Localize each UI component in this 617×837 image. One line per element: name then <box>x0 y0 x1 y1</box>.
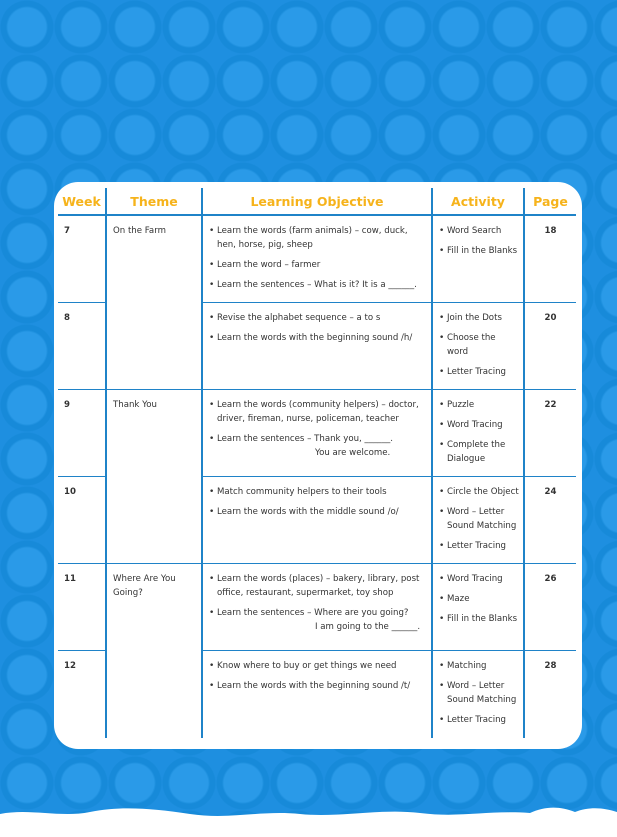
header-theme: Theme <box>106 188 202 215</box>
activity-item: • Choose the word <box>439 331 519 359</box>
objective-item: • Learn the sentences – What is it? It is a ______. <box>209 278 427 292</box>
activity-item: • Circle the Object <box>439 485 519 499</box>
objective-item: • Learn the words (places) – bakery, library, post office, restaurant, supermarket, toy shop <box>209 572 427 600</box>
week-number: 12 <box>64 661 76 671</box>
objective-text: Learn the sentences – Where are you going? <box>217 608 409 618</box>
theme-label: On the Farm <box>113 226 166 236</box>
activity-item: • Word – Letter Sound Matching <box>439 679 519 707</box>
page-number: 22 <box>524 390 576 477</box>
activity-item: • Letter Tracing <box>439 713 519 727</box>
theme-label: Thank You <box>113 400 157 410</box>
activity-item: • Complete the Dialogue <box>439 438 519 466</box>
theme-cell <box>106 215 202 390</box>
activity-item: • Fill in the Blanks <box>439 612 519 626</box>
activity-item: • Matching <box>439 659 519 673</box>
objective-text-line2: You are welcome. <box>315 448 391 458</box>
activity-item: • Word Tracing <box>439 418 519 432</box>
week-number: 10 <box>58 477 106 564</box>
week-number: 11 <box>58 564 106 651</box>
activity-item: • Puzzle <box>439 398 519 412</box>
page-number: 24 <box>524 477 576 564</box>
curriculum-card <box>54 182 582 749</box>
objective-cell <box>202 477 432 564</box>
curriculum-table <box>58 188 576 738</box>
theme-label: Where Are You Going? <box>113 574 176 598</box>
objective-cell <box>202 215 432 303</box>
objective-item: • Learn the words (community helpers) – doctor, driver, fireman, nurse, policeman, teacher <box>209 398 427 426</box>
activity-cell <box>432 303 524 390</box>
activity-item: • Letter Tracing <box>439 539 519 553</box>
bottom-wave-decoration <box>0 800 617 837</box>
objective-cell <box>202 564 432 651</box>
objective-item: • Match community helpers to their tools <box>209 485 427 499</box>
objective-item: • Learn the words with the beginning sound /h/ <box>209 331 427 345</box>
table-row <box>58 564 576 651</box>
page-number: 26 <box>524 564 576 651</box>
theme-cell <box>106 390 202 564</box>
objective-cell <box>202 390 432 477</box>
activity-item: • Fill in the Blanks <box>439 244 519 258</box>
activity-item: • Word Search <box>439 224 519 238</box>
theme-cell <box>106 564 202 738</box>
table-row <box>58 215 576 303</box>
objective-item <box>209 606 427 634</box>
page-number: 28 <box>524 651 576 738</box>
activity-cell <box>432 390 524 477</box>
activity-item: • Maze <box>439 592 519 606</box>
objective-item: • Learn the words with the middle sound /o/ <box>209 505 427 519</box>
activity-cell <box>432 564 524 651</box>
header-activity: Activity <box>432 188 524 215</box>
week-number: 8 <box>58 303 106 390</box>
header-week: Week <box>58 188 106 215</box>
activity-cell <box>432 651 524 738</box>
objective-item: • Learn the word – farmer <box>209 258 427 272</box>
activity-item: • Word Tracing <box>439 572 519 586</box>
objective-item: • Learn the words with the beginning sound /t/ <box>209 679 427 693</box>
header-page: Page <box>524 188 576 215</box>
activity-item: • Join the Dots <box>439 311 519 325</box>
activity-item: • Word – Letter Sound Matching <box>439 505 519 533</box>
header-learning-objective: Learning Objective <box>202 188 432 215</box>
objective-item <box>209 432 427 460</box>
week-number: 9 <box>58 390 106 477</box>
activity-item: • Letter Tracing <box>439 365 519 379</box>
objective-cell <box>202 651 432 738</box>
objective-item: • Learn the words (farm animals) – cow, duck, hen, horse, pig, sheep <box>209 224 427 252</box>
table-row <box>58 390 576 477</box>
activity-cell <box>432 215 524 303</box>
objective-item: • Revise the alphabet sequence – a to s <box>209 311 427 325</box>
objective-text: Learn the sentences – Thank you, ______. <box>217 434 394 444</box>
activity-cell <box>432 477 524 564</box>
week-number: 7 <box>58 215 106 303</box>
page-number: 18 <box>524 215 576 303</box>
page-number: 20 <box>524 303 576 390</box>
objective-item: • Know where to buy or get things we need <box>209 659 427 673</box>
objective-cell <box>202 303 432 390</box>
header-row <box>58 188 576 215</box>
objective-text-line2: I am going to the ______. <box>315 622 421 632</box>
